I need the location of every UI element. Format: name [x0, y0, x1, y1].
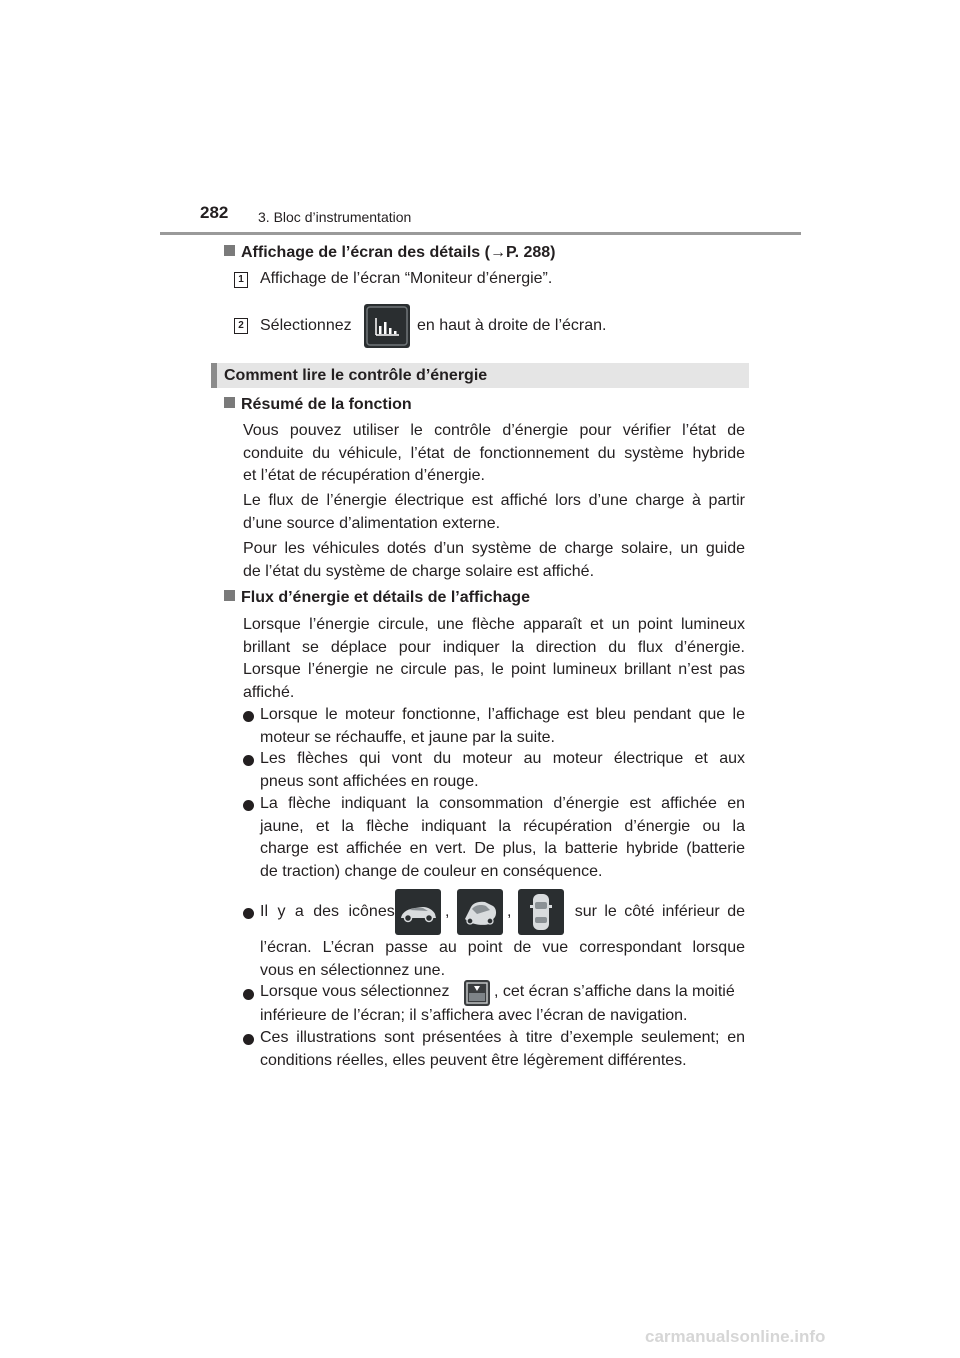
- select-bullet-before: Lorsque vous sélectionnez: [260, 983, 450, 1000]
- detail-heading: Affichage de l’écran des détails (→P. 288): [224, 244, 556, 262]
- summary-heading: Résumé de la fonction: [224, 396, 412, 414]
- square-bullet-icon: [224, 245, 235, 256]
- half-screen-graphic: [464, 980, 490, 1006]
- car-perspective-view-icon[interactable]: [457, 889, 503, 935]
- chapter-title: 3. Bloc d’instrumentation: [258, 209, 412, 225]
- step-number-1: 1: [234, 272, 248, 288]
- bar-chart-icon-graphic: [364, 304, 410, 348]
- half-screen-icon[interactable]: [464, 980, 490, 1006]
- step-1-text: Affichage de l’écran “Moniteur d’énergie”.: [260, 270, 553, 287]
- step-number-2: 2: [234, 318, 248, 334]
- header-rule: [160, 232, 801, 235]
- car-side-view-icon[interactable]: [395, 889, 441, 935]
- bullet-icon: [243, 800, 254, 811]
- select-bullet-after: , cet écran s’affiche dans la moitié: [494, 983, 735, 1000]
- section-title: Comment lire le contrôle d’énergie: [224, 367, 488, 384]
- bullet-icon: [243, 908, 254, 919]
- bullet-item-last: Ces illustrations sont présentées à titre d’exemple seulement; en conditions réelles, elles peuvent être légèrement différentes.: [260, 1029, 745, 1069]
- summary-paragraph-3: Pour les véhicules dotés d’un système de charge solaire, un guide de l’état du système de charge solaire est affiché.: [243, 540, 745, 580]
- bullet-icon: [243, 989, 254, 1000]
- car-side-view-graphic: [395, 889, 441, 935]
- icons-bullet-continuation: l’écran. L’écran passe au point de vue correspondant lorsque vous en sélectionnez une.: [260, 939, 745, 979]
- bar-chart-icon[interactable]: [364, 304, 410, 348]
- watermark: carmanualsonline.info: [645, 1327, 826, 1346]
- icons-sep-1: ,: [445, 903, 450, 920]
- square-bullet-icon: [224, 590, 235, 601]
- square-bullet-icon: [224, 397, 235, 408]
- car-perspective-view-graphic: [457, 889, 503, 935]
- bullet-item-2: Les flèches qui vont du moteur au moteur électrique et aux pneus sont affichées en rouge.: [260, 750, 745, 790]
- page-number: 282: [200, 203, 229, 222]
- bullet-icon: [243, 1034, 254, 1045]
- summary-paragraph-2: Le flux de l’énergie électrique est affiché lors d’une charge à partir d’une source d’alimentation externe.: [243, 492, 745, 532]
- summary-paragraph-1: Vous pouvez utiliser le contrôle d’énergie pour vérifier l’état de conduite du véhicule, l’état de fonctionnement du système hybride et l’état de récupération d’énergie.: [243, 422, 745, 484]
- bullet-item-1: Lorsque le moteur fonctionne, l’affichage est bleu pendant que le moteur se réchauffe, et jaune par la suite.: [260, 706, 745, 746]
- select-bullet-continuation: inférieure de l’écran; il s’affichera avec l’écran de navigation.: [260, 1007, 688, 1024]
- step-2-text-after: en haut à droite de l’écran.: [417, 317, 607, 334]
- flow-intro: Lorsque l’énergie circule, une flèche apparaît et un point lumineux brillant se déplace pour indiquer la direction du flux d’énergie. Lorsque l’énergie ne circule pas, le point lumineux brillant n’est pas affiché.: [243, 616, 745, 701]
- icons-bullet-after: sur le côté inférieur de: [574, 903, 745, 920]
- icons-bullet-before: Il y a des icônes: [260, 903, 395, 920]
- bullet-icon: [243, 711, 254, 722]
- bullet-item-3: La flèche indiquant la consommation d’énergie est affichée en jaune, et la flèche indiquant la récupération d’énergie ou la charge est affichée en vert. De plus, la batterie hybride (batterie de traction) change de couleur en conséquence.: [260, 795, 745, 880]
- bullet-icon: [243, 755, 254, 766]
- flow-heading: Flux d’énergie et détails de l’affichage: [224, 589, 530, 607]
- step-2-text-before: Sélectionnez: [260, 317, 352, 334]
- car-top-view-graphic: [518, 889, 564, 935]
- car-top-view-icon[interactable]: [518, 889, 564, 935]
- icons-sep-2: ,: [507, 903, 512, 920]
